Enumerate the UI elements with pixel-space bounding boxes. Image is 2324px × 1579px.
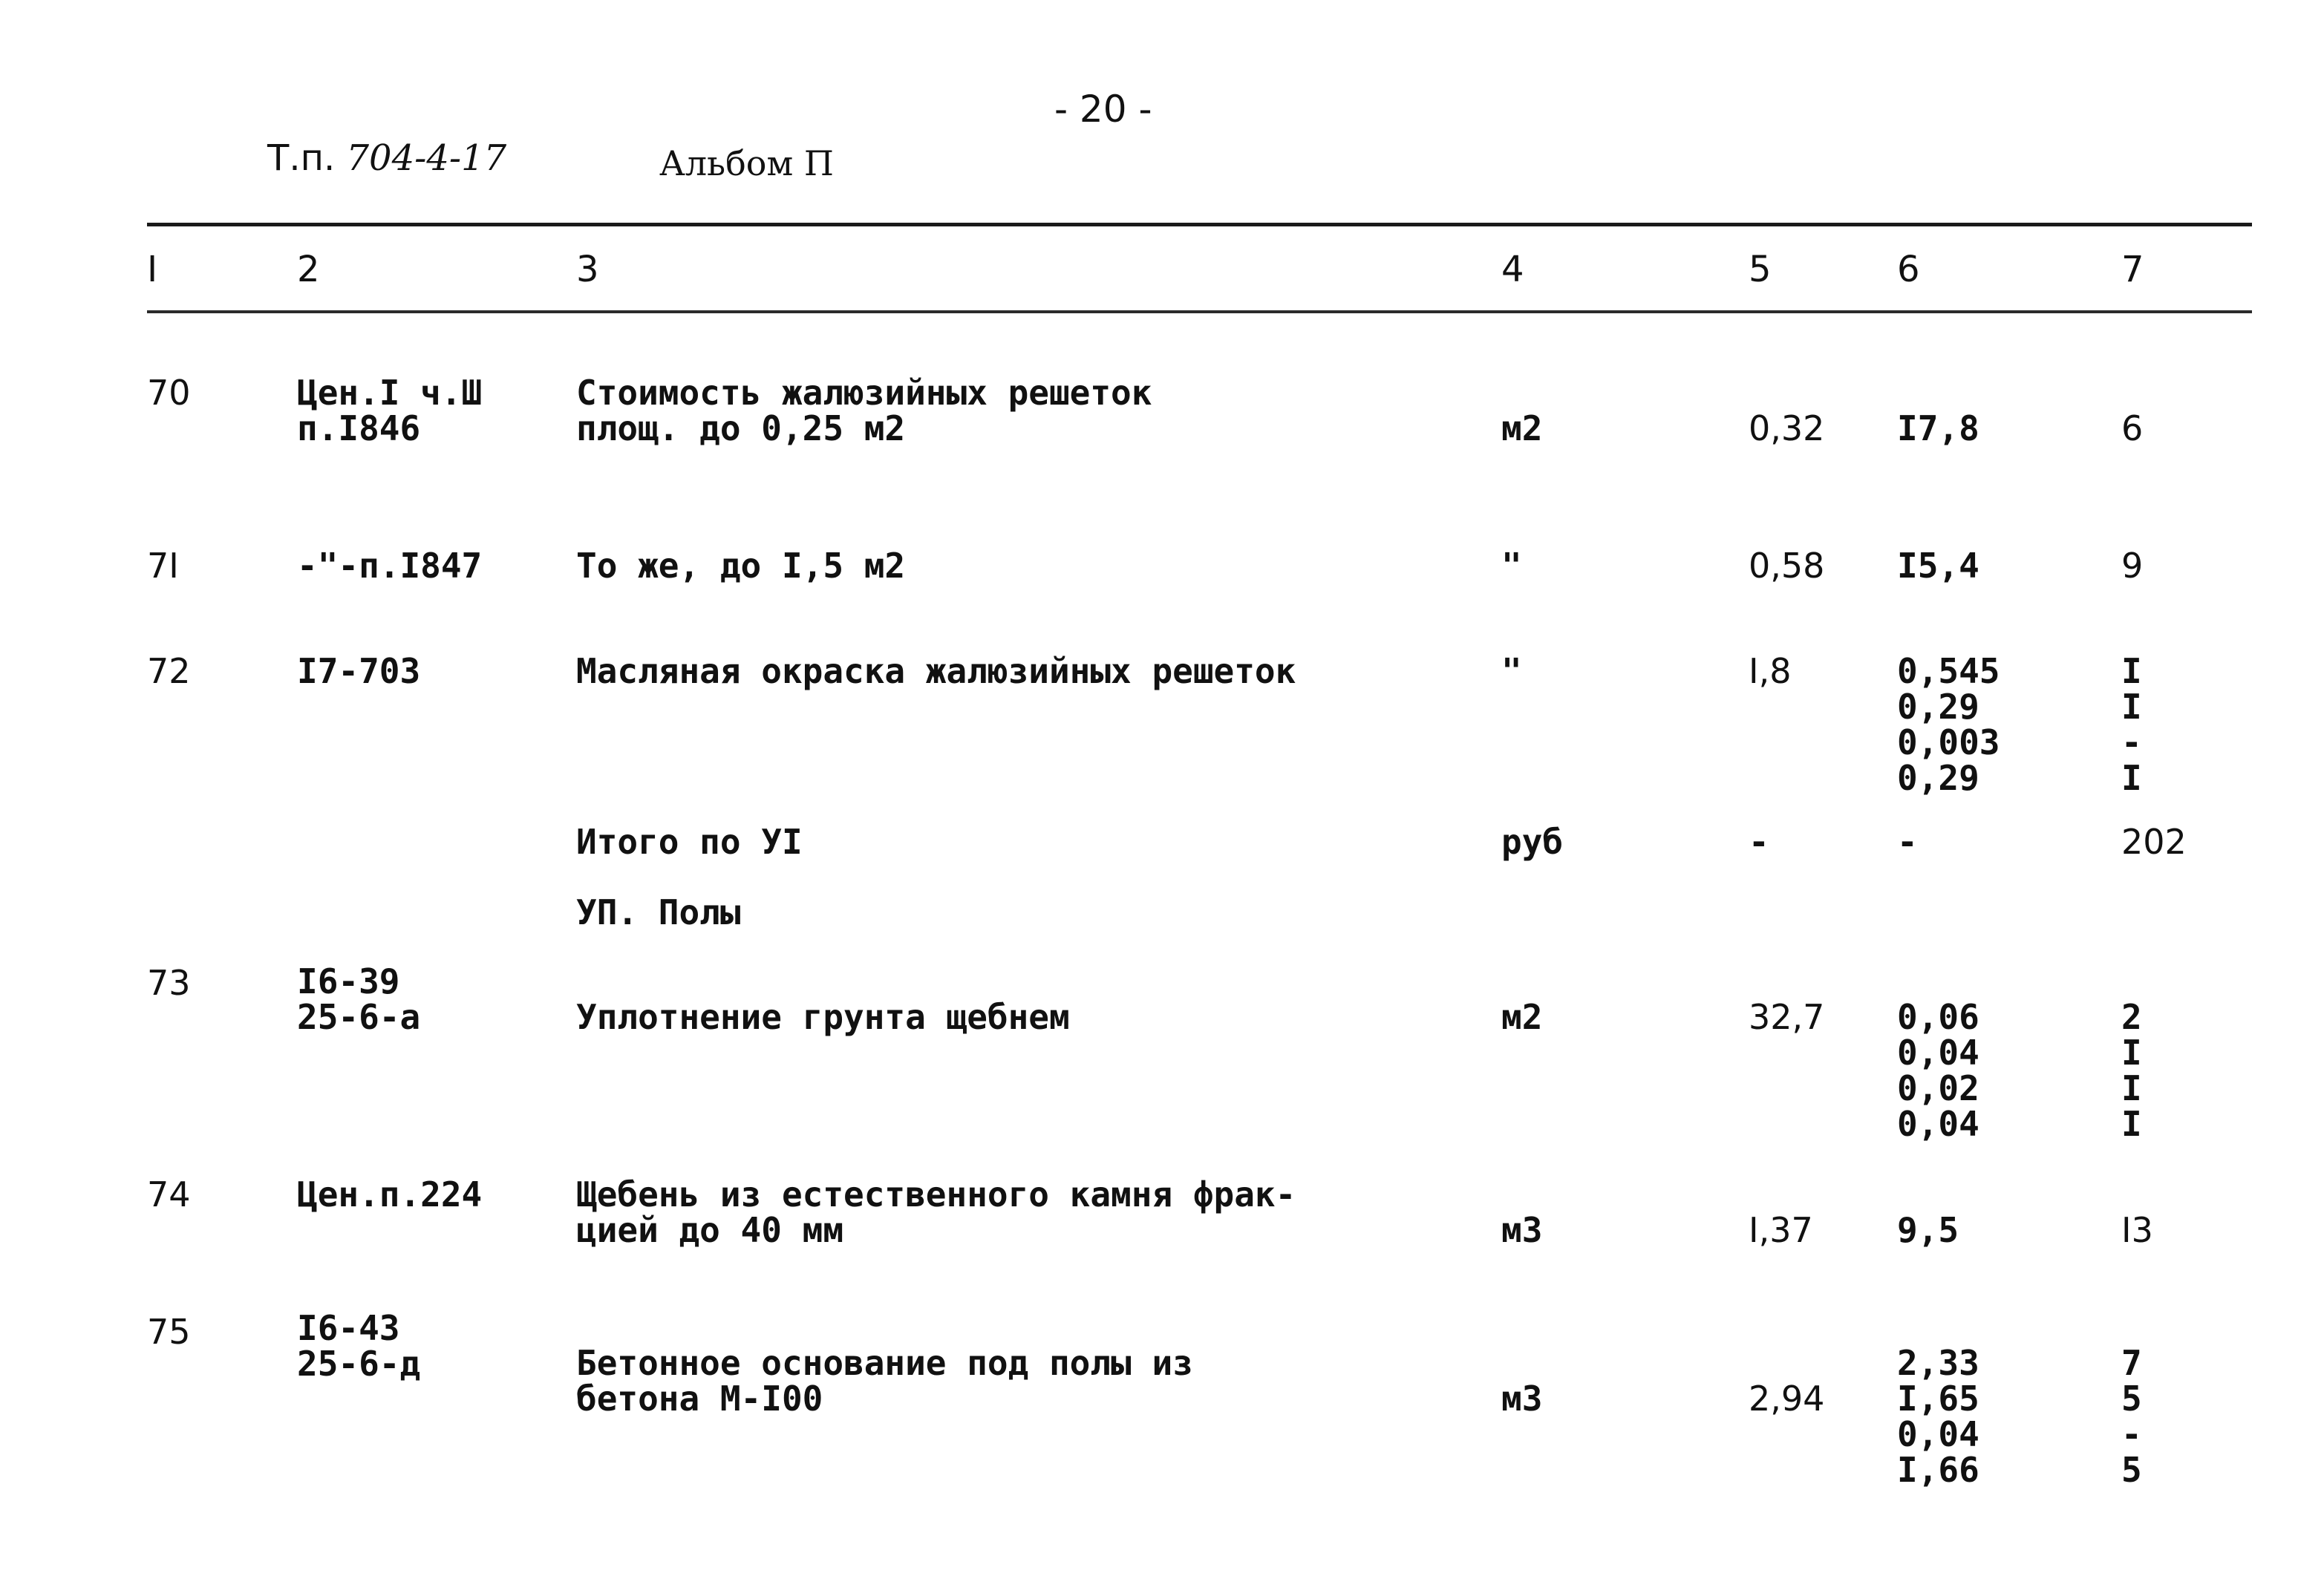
document-code: [267, 137, 506, 179]
column-header: 6: [1897, 249, 1920, 290]
row-total: 9: [2121, 546, 2144, 586]
section-heading: УП. Полы: [576, 892, 741, 932]
column-header: 7: [2121, 249, 2144, 290]
row-unit: м2: [1501, 997, 1543, 1037]
header-bottom-rule: [147, 310, 2252, 313]
row-number: 75: [147, 1312, 191, 1352]
row-price: I5,4: [1897, 546, 1979, 586]
row-price: 0,06 0,04 0,02 0,04: [1897, 997, 1979, 1144]
row-number: 70: [147, 373, 191, 413]
column-header: 4: [1501, 249, 1524, 290]
row-total: 2 I I I: [2121, 997, 2142, 1144]
document-code-number: 704-4-17: [346, 137, 507, 179]
row-unit: м2: [1501, 408, 1543, 448]
row-unit: ": [1501, 651, 1522, 691]
row-price: 9,5: [1897, 1210, 1959, 1250]
row-number: 74: [147, 1174, 191, 1215]
row-price: 0,545 0,29 0,003 0,29: [1897, 651, 2000, 798]
row-description: Уплотнение грунта щебнем: [576, 997, 1070, 1037]
column-header: 5: [1749, 249, 1772, 290]
row-total: 7 5 - 5: [2121, 1343, 2142, 1490]
row-quantity: 32,7: [1749, 997, 1825, 1037]
row-quantity: I,37: [1749, 1210, 1813, 1250]
subtotal-label: Итого по УI: [576, 822, 803, 862]
row-unit: руб: [1501, 822, 1564, 862]
row-number: 7I: [147, 546, 179, 586]
row-quantity: 0,32: [1749, 408, 1825, 448]
row-quantity: 2,94: [1749, 1379, 1825, 1419]
row-total: 202: [2121, 822, 2187, 862]
row-total: I3: [2121, 1210, 2153, 1250]
row-description: То же, до I,5 м2: [576, 546, 906, 586]
row-code: I6-43 25-6-д: [297, 1308, 421, 1384]
row-price: I7,8: [1897, 408, 1979, 448]
row-total: 6: [2121, 408, 2144, 448]
column-header: I: [147, 249, 158, 290]
row-unit: м3: [1501, 1210, 1543, 1250]
row-code: -"-п.I847: [297, 546, 483, 586]
row-price: 2,33 I,65 0,04 I,66: [1897, 1343, 1979, 1490]
row-number: 73: [147, 963, 191, 1003]
row-quantity: 0,58: [1749, 546, 1825, 586]
row-price: -: [1897, 822, 1918, 862]
row-number: 72: [147, 651, 191, 691]
row-code: Цен.п.224: [297, 1174, 483, 1215]
header-top-rule: [147, 223, 2252, 226]
row-quantity: I,8: [1749, 651, 1792, 691]
row-code: I6-39 25-6-а: [297, 961, 421, 1037]
page-number: - 20 -: [1054, 88, 1152, 131]
column-header: 2: [297, 249, 320, 290]
album-label: Альбом П: [659, 143, 835, 183]
row-code: I7-703: [297, 651, 421, 691]
column-header: 3: [576, 249, 599, 290]
row-description: Бетонное основание под полы из бетона М-I00: [576, 1343, 1193, 1419]
row-total: I I - I: [2121, 651, 2142, 798]
row-unit: ": [1501, 546, 1522, 586]
row-code: Цен.I ч.Ш п.I846: [297, 373, 483, 448]
document-code-prefix: Т.п.: [267, 137, 336, 179]
row-quantity: -: [1749, 822, 1769, 862]
row-description: Щебень из естественного камня фрак- цией до 40 мм: [576, 1174, 1296, 1250]
row-unit: м3: [1501, 1379, 1543, 1419]
row-description: Масляная окраска жалюзийных решеток: [576, 651, 1296, 691]
row-description: Стоимость жалюзийных решеток площ. до 0,25 м2: [576, 373, 1152, 448]
